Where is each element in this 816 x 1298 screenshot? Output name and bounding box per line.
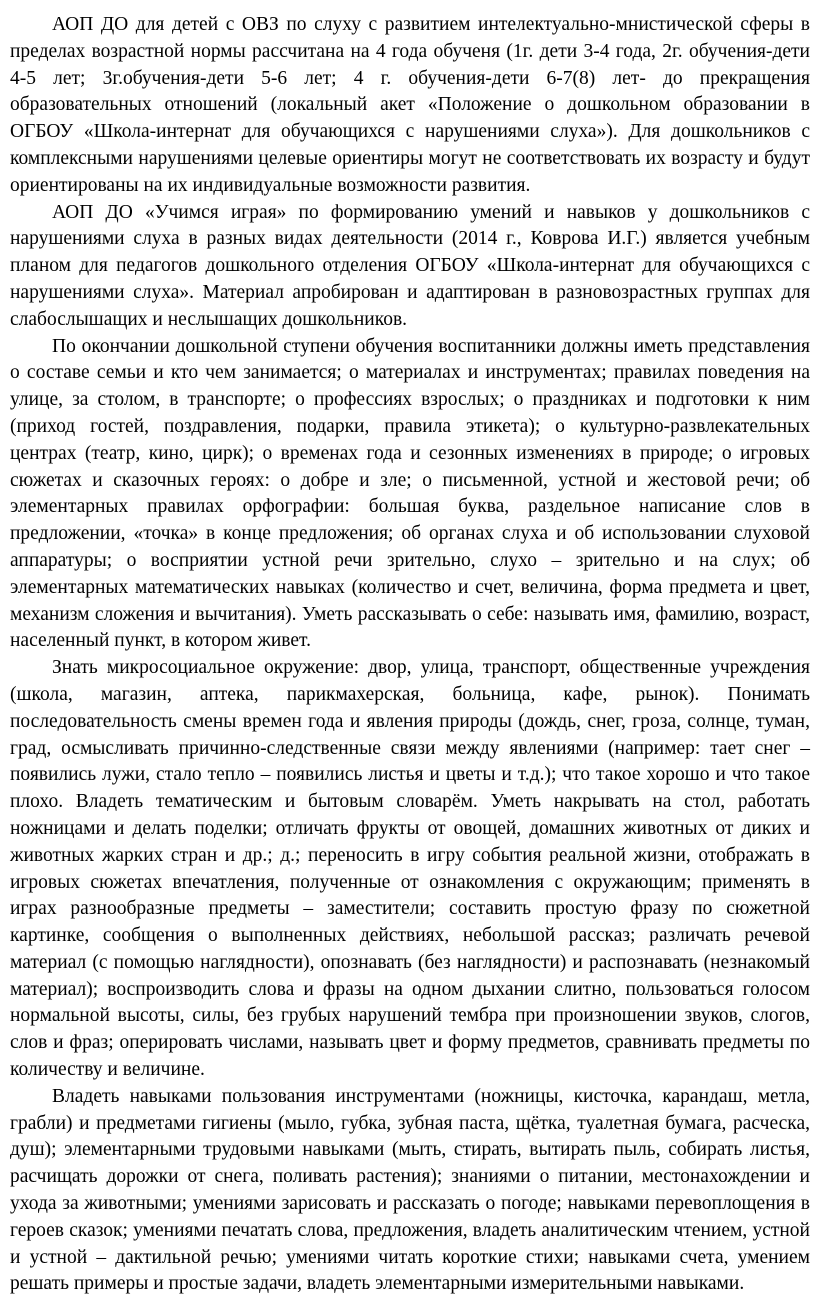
paragraph-4: Знать микросоциальное окружение: двор, улица, транспорт, общественные учреждения (школа, магазин, аптека, парикмахерская, больница, кафе, рынок). Понимать последовательность смены времен года и явления природы (дождь, снег, гроза, солнце, туман, град, осмысливать причинно-следственные связи между явлениями (например: тает снег – появились лужи, стало тепло – появились листья и цветы и т.д.); что такое хорошо и что такое плохо. Владеть тематическим и бытовым словарём. Уметь накрывать на стол, работать ножницами и делать поделки; отличать фрукты от овощей, домашних животных от диких и животных жарких стран и др.; д.; переносить в игру события реальной жизни, отображать в игровых сюжетах впечатления, полученные от ознакомления с окружающим; применять в играх разнообразные предметы – заместители; составить простую фразу по сюжетной картинке, сообщения о выполненных действиях, небольшой рассказ; различать речевой материал (с помощью наглядности), опознавать (без наглядности) и распознавать (незнакомый материал); воспроизводить слова и фразы на одном дыхании слитно, пользоваться голосом нормальной высоты, силы, без грубых нарушений тембра при произношении звуков, слогов, слов и фраз; оперировать числами, называть цвет и форму предметов, сравнивать предметы по количеству и величине.: [10, 657, 810, 1081]
paragraph-5: Владеть навыками пользования инструментами (ножницы, кисточка, карандаш, метла, грабли) и предметами гигиены (мыло, губка, зубная паста, щётка, туалетная бумага, расческа, душ); элементарными трудовыми навыками (мыть, стирать, вытирать пыль, собирать листья, расчищать дорожки от снега, поливать растения); знаниями о питании, местонахождении и ухода за животными; умениями зарисовать и рассказать о погоде; навыками перевоплощения в героев сказок; умениями печатать слова, предложения, владеть аналитическим чтением, устной и устной – дактильной речью; умениями читать короткие стихи; навыками счета, умением решать примеры и простые задачи, владеть элементарными измерительными навыками.: [10, 1085, 810, 1295]
paragraph-3: По окончании дошкольной ступени обучения воспитанники должны иметь представления о составе семьи и кто чем занимается; о материалах и инструментах; правилах поведения на улице, за столом, в транспорте; о профессиях взрослых; о праздниках и подготовки к ним (приход гостей, поздравления, подарки, правила этикета); о культурно-развлекательных центрах (театр, кино, цирк); о временах года и сезонных изменениях в природе; о игровых сюжетах и сказочных героях: о добре и зле; о письменной, устной и жестовой речи; об элементарных правилах орфографии: большая буква, раздельное написание слов в предложении, «точка» в конце предложения; об органах слуха и об использовании слуховой аппаратуры; о восприятии устной речи зрительно, слухо – зрительно и на слух; об элементарных математических навыках (количество и счет, величина, форма предмета и цвет, механизм сложения и вычитания). Уметь рассказывать о себе: называть имя, фамилию, возраст, населенный пункт, в котором живет.: [10, 335, 810, 652]
paragraph-2: АОП ДО «Учимся играя» по формированию умений и навыков у дошкольников с нарушениями слуха в разных видах деятельности (2014 г., Коврова И.Г.) является учебным планом для педагогов дошкольного отделения ОГБОУ «Школа-интернат для обучающихся с нарушениями слуха». Материал апробирован и адаптирован в разновозрастных группах для слабослышащих и неслышащих дошкольников.: [10, 201, 810, 330]
paragraph-1: АОП ДО для детей с ОВЗ по слуху с развитием интелектуально-мнистической сферы в пределах возрастной нормы рассчитана на 4 года обученя (1г. дети 3-4 года, 2г. обучения-дети 4-5 лет; 3г.обучения-дети 5-6 лет; 4 г. обучения-дети 6-7(8) лет- до прекращения образовательных отношений (локальный акет «Положение о дошкольном образовании в ОГБОУ «Школа-интернат для обучающихся с нарушениями слуха»). Для дошкольников с комплексными нарушениями целевые ориентиры могут не соответствовать их возрасту и будут ориентированы на их индивидуальные возможности развития.: [10, 14, 810, 196]
